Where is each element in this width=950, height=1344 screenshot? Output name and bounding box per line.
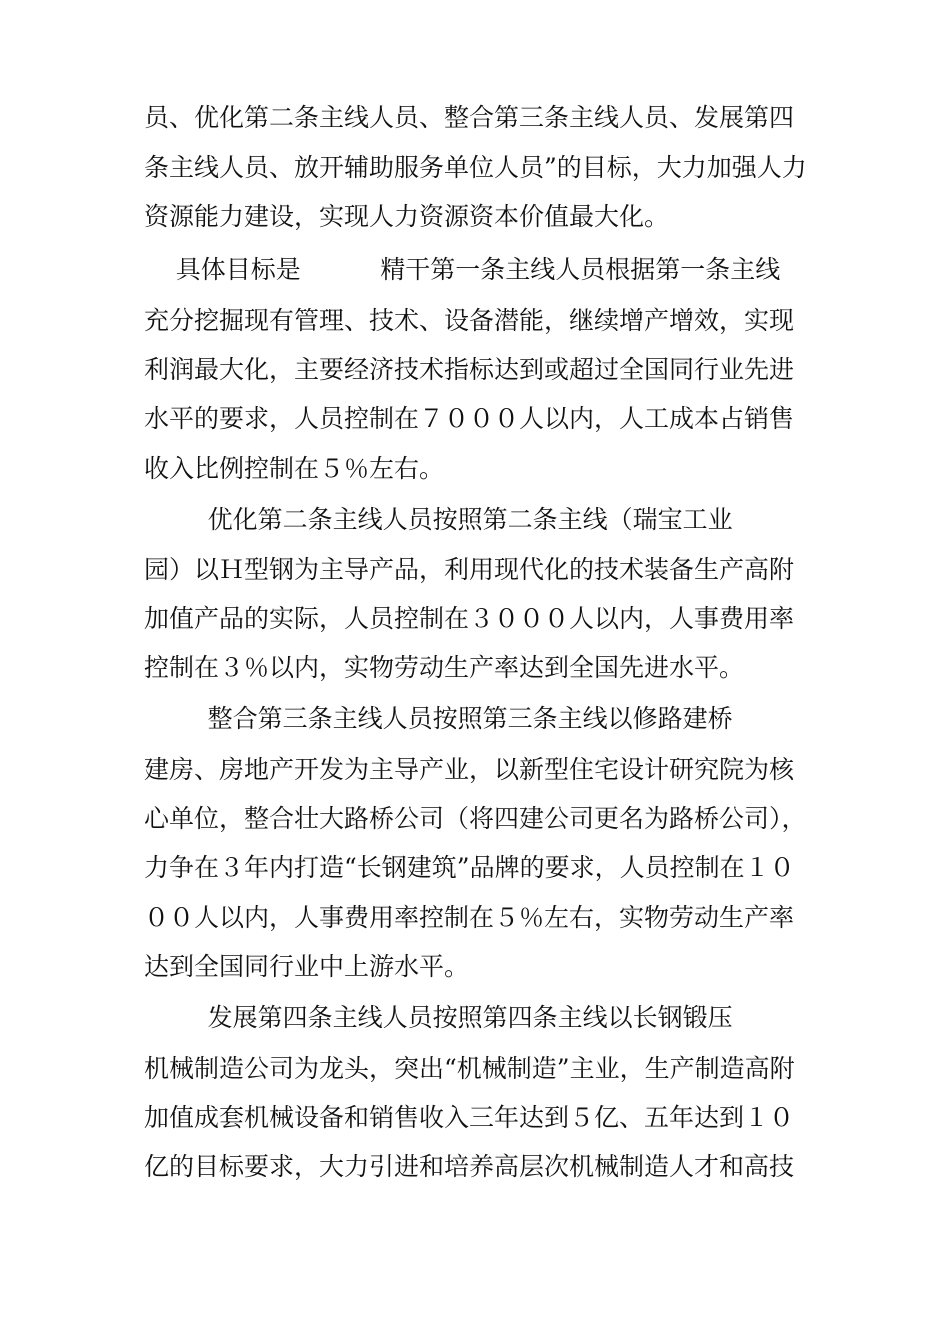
text-line: 具体目标是 精干第一条主线人员根据第一条主线 bbox=[144, 255, 781, 284]
text-line: 整合第三条主线人员按照第三条主线以修路建桥 bbox=[144, 704, 733, 733]
text-line: 控制在３％以内，实物劳动生产率达到全国先进水平。 bbox=[144, 653, 745, 682]
text-line: ００人以内，人事费用率控制在５％左右，实物劳动生产率 bbox=[144, 903, 795, 932]
text-line: 收入比例控制在５％左右。 bbox=[144, 454, 445, 483]
text-line: 加值产品的实际，人员控制在３０００人以内，人事费用率 bbox=[144, 604, 795, 633]
text-line: 优化第二条主线人员按照第二条主线（瑞宝工业 bbox=[144, 505, 733, 534]
text-line: 机械制造公司为龙头，突出“机械制造”主业，生产制造高附 bbox=[144, 1054, 795, 1083]
text-line: 充分挖掘现有管理、技术、设备潜能，继续增产增效，实现 bbox=[144, 306, 795, 335]
text-line: 亿的目标要求，大力引进和培养高层次机械制造人才和高技 bbox=[144, 1152, 795, 1181]
text-line: 条主线人员、放开辅助服务单位人员”的目标，大力加强人力 bbox=[144, 153, 807, 182]
text-line: 员、优化第二条主线人员、整合第三条主线人员、发展第四 bbox=[144, 103, 795, 132]
text-line: 发展第四条主线人员按照第四条主线以长钢锻压 bbox=[144, 1003, 733, 1032]
text-line: 建房、房地产开发为主导产业，以新型住宅设计研究院为核 bbox=[144, 755, 795, 784]
text-line: 达到全国同行业中上游水平。 bbox=[144, 952, 470, 981]
text-line: 水平的要求，人员控制在７０００人以内，人工成本占销售 bbox=[144, 404, 795, 433]
text-line: 力争在３年内打造“长钢建筑”品牌的要求，人员控制在１０ bbox=[144, 853, 795, 882]
text-line: 资源能力建设，实现人力资源资本价值最大化。 bbox=[144, 202, 670, 231]
text-line: 园）以Ｈ型钢为主导产品，利用现代化的技术装备生产高附 bbox=[144, 555, 795, 584]
text-line: 加值成套机械设备和销售收入三年达到５亿、五年达到１０ bbox=[144, 1103, 795, 1132]
text-line: 利润最大化，主要经济技术指标达到或超过全国同行业先进 bbox=[144, 355, 795, 384]
text-line: 心单位，整合壮大路桥公司（将四建公司更名为路桥公司）， bbox=[144, 804, 807, 833]
